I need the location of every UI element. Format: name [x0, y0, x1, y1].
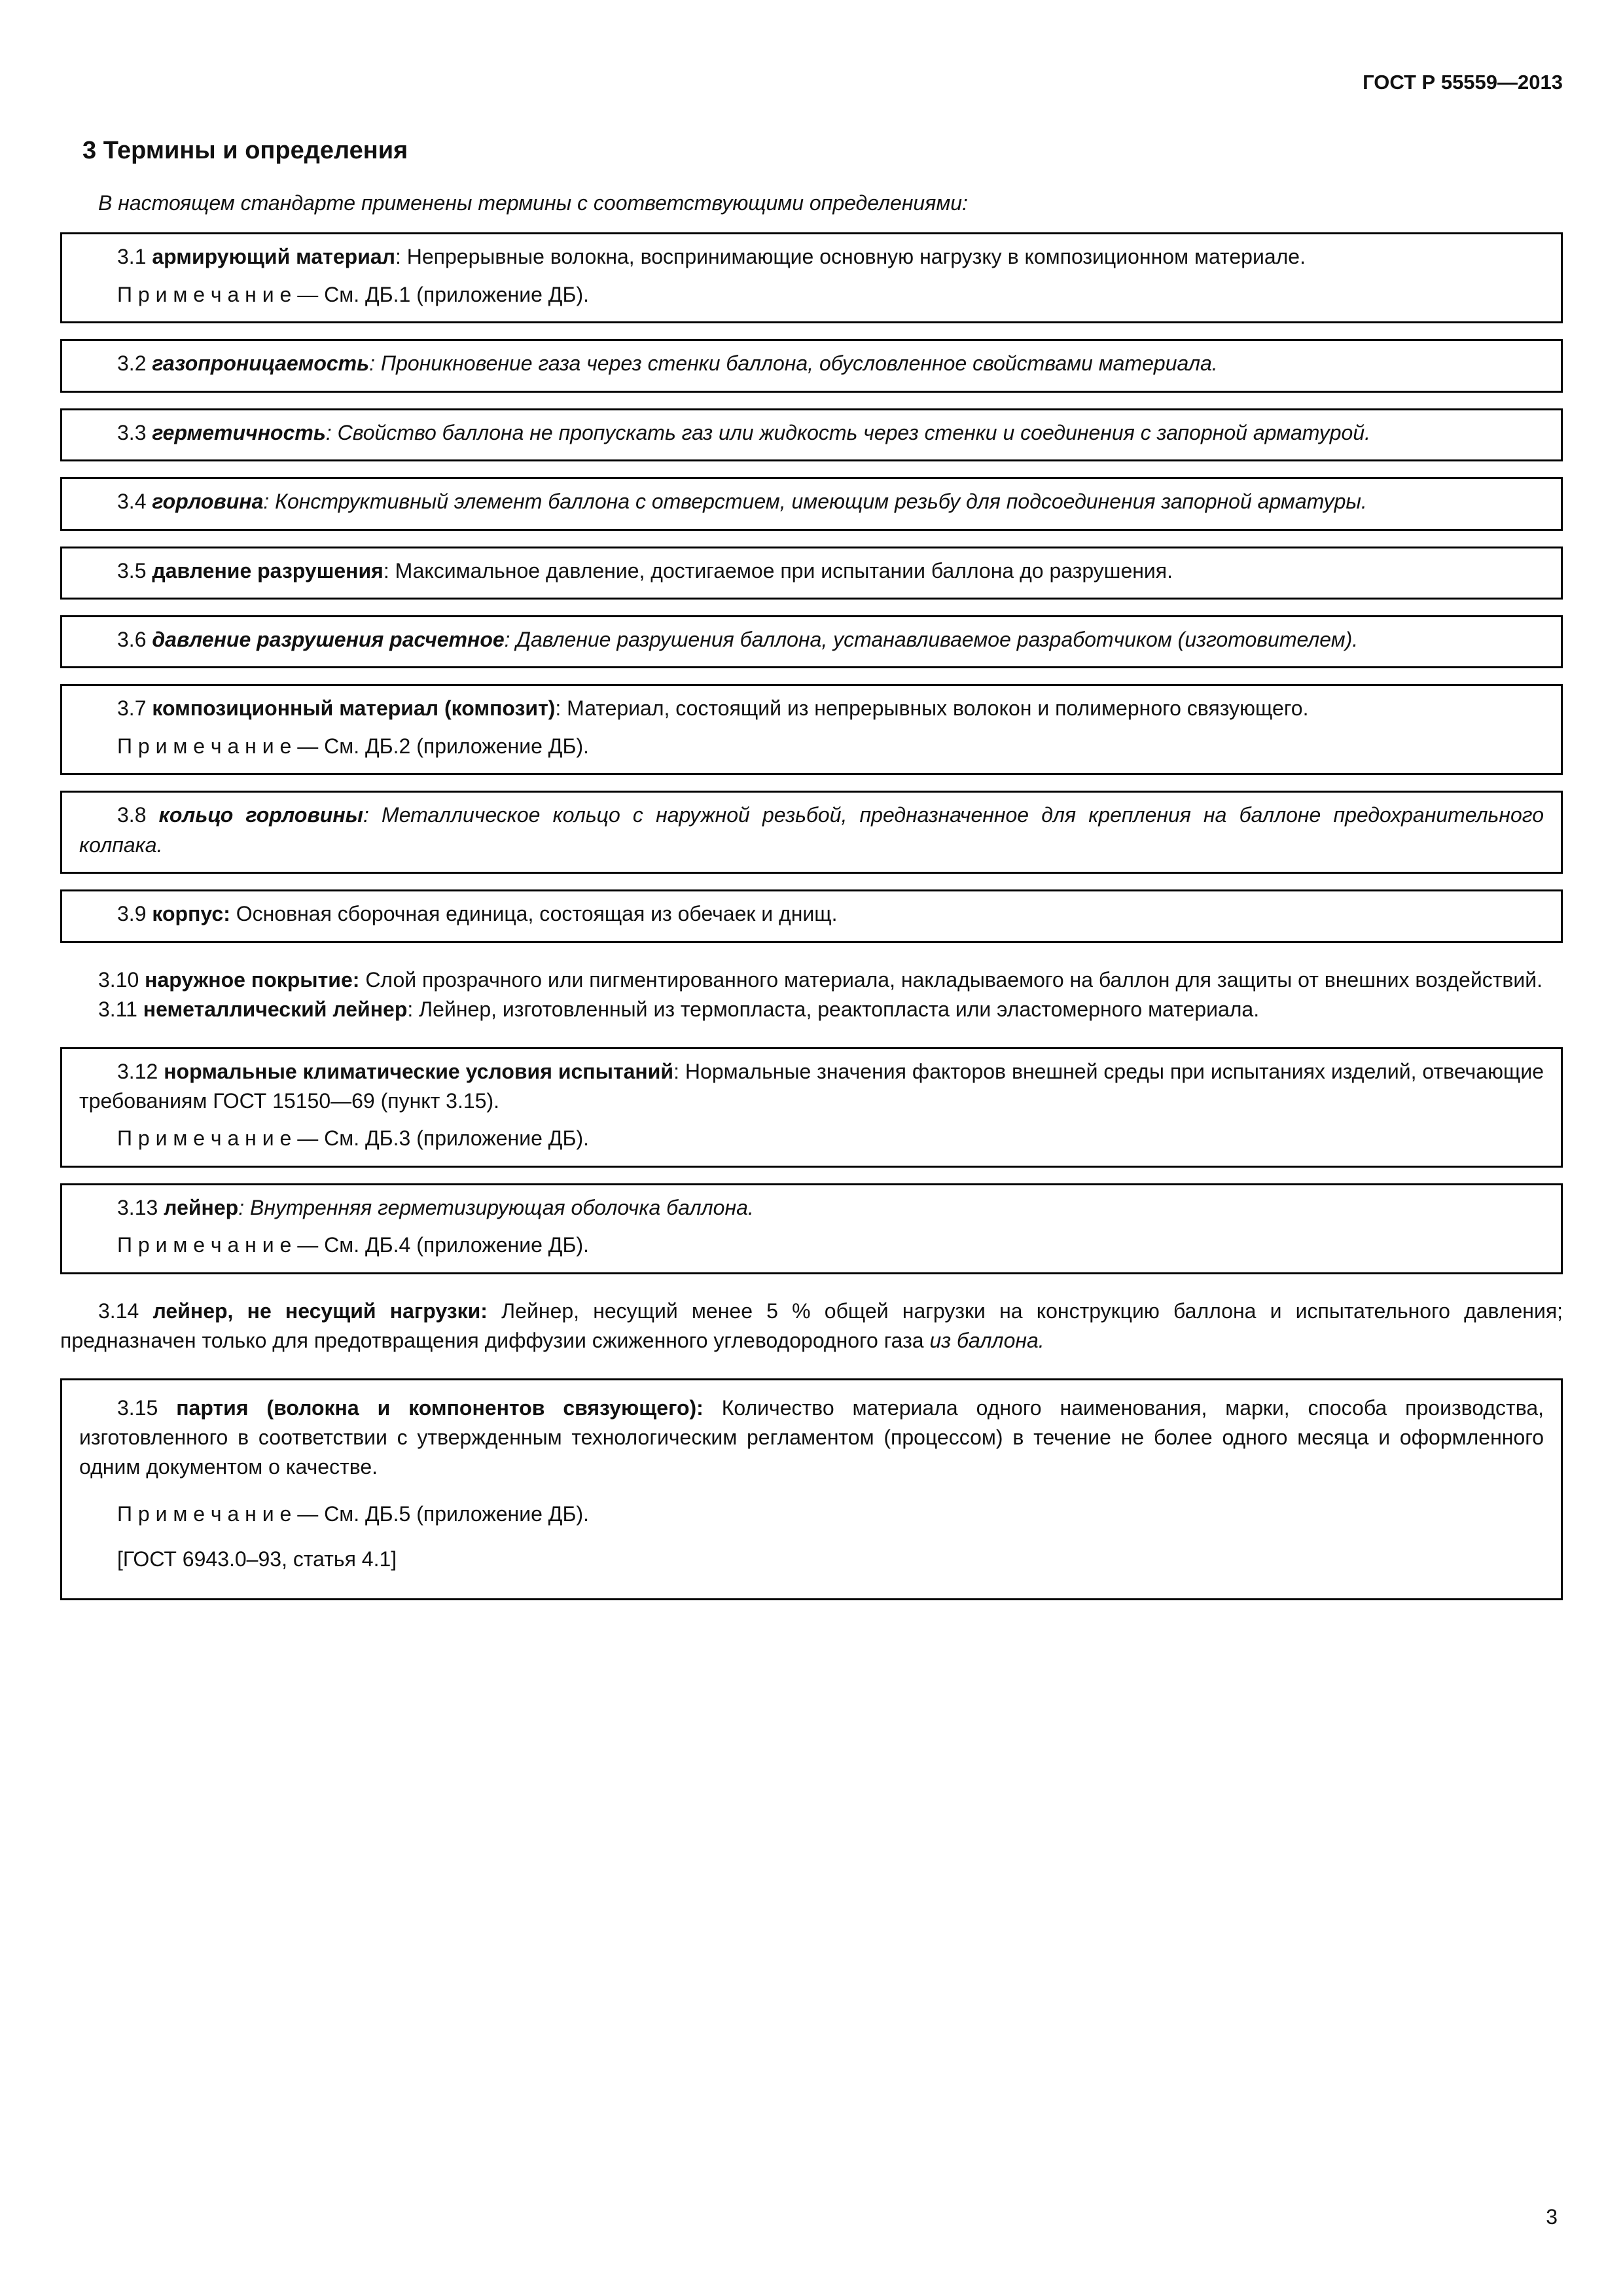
term-number: 3.9 — [117, 902, 147, 926]
term-paragraph — [79, 899, 1544, 929]
term-paragraph-3-10 — [60, 965, 1563, 995]
term-block-3-9 — [60, 889, 1563, 942]
term-separator — [230, 902, 236, 925]
term-block-3-13 — [60, 1183, 1563, 1274]
term-note: П р и м е ч а н и е — См. ДБ.3 (приложение ДБ). — [117, 1126, 589, 1151]
term-definition: Материал, состоящий из непрерывных волокон и полимерного связующего. — [567, 696, 1309, 721]
term-definition: Давление разрушения баллона, устанавливаемое разработчиком (изготовителем). — [516, 628, 1359, 652]
term-definition: Лейнер, изготовленный из термопласта, реактопласта или эластомерного материала. — [419, 997, 1260, 1022]
term-number: 3.6 — [117, 628, 147, 652]
term-definition: Свойство баллона не пропускать газ или жидкость через стенки и соединения с запорной арматурой. — [337, 420, 1371, 444]
term-separator — [359, 968, 365, 992]
term-number: 3.11 — [98, 997, 137, 1022]
term-definition: Проникновение газа через стенки баллона, обусловленное свойствами материала. — [380, 351, 1218, 376]
term-number: 3.4 — [117, 490, 147, 514]
term-separator: : — [395, 245, 407, 269]
term-number: 3.3 — [117, 420, 147, 444]
term-number: 3.13 — [117, 1195, 158, 1219]
term-definition: Основная сборочная единица, состоящая из обечаек и днищ. — [236, 902, 838, 926]
term-name: нормальные климатические условия испытаний — [164, 1059, 674, 1083]
term-separator — [704, 1396, 722, 1420]
term-note: П р и м е ч а н и е — См. ДБ.4 (приложение ДБ). — [117, 1233, 589, 1257]
term-name: партия (волокна и компонентов связующего): — [176, 1395, 704, 1420]
term-number: 3.10 — [98, 967, 139, 992]
term-paragraph — [79, 1057, 1544, 1117]
term-block-3-5 — [60, 547, 1563, 600]
term-name: газопроницаемость — [152, 351, 370, 376]
term-name: неметаллический лейнер — [143, 997, 408, 1022]
term-block-3-8 — [60, 791, 1563, 874]
term-definition: Нормальные значения факторов внешней среды при испытаниях изделий, отвечающие требованиям ГОСТ 15150—69 (пункт 3.15). — [79, 1059, 1544, 1113]
term-name: корпус: — [152, 902, 230, 926]
term-paragraph — [79, 800, 1544, 860]
term-paragraph-3-14 — [60, 1297, 1563, 1356]
unboxed-terms-group — [60, 965, 1563, 1025]
term-name: наружное покрытие: — [145, 967, 360, 992]
term-separator: : — [407, 997, 419, 1022]
term-paragraph — [79, 487, 1544, 516]
term-definition: Конструктивный элемент баллона с отверстием, имеющим резьбу для подсоединения запорной арматуры. — [275, 490, 1367, 514]
term-number: 3.12 — [117, 1059, 158, 1083]
term-separator: : — [363, 803, 382, 827]
term-name: герметичность — [152, 420, 326, 444]
term-paragraph-3-11 — [60, 995, 1563, 1024]
term-block-3-6 — [60, 615, 1563, 668]
term-separator: : — [555, 696, 567, 721]
term-note: П р и м е ч а н и е — См. ДБ.2 (приложение ДБ). — [117, 734, 589, 758]
term-number: 3.8 — [117, 803, 147, 827]
term-number: 3.7 — [117, 696, 147, 721]
term-separator: : — [504, 628, 516, 652]
term-paragraph — [79, 349, 1544, 378]
term-block-3-15 — [60, 1378, 1563, 1600]
term-name: композиционный материал (композит) — [152, 696, 556, 721]
term-name: горловина — [152, 490, 264, 514]
term-definition: Непрерывные волокна, воспринимающие основную нагрузку в композиционном материале. — [406, 245, 1306, 269]
term-block-3-7 — [60, 684, 1563, 775]
term-paragraph — [79, 242, 1544, 272]
term-block-3-2 — [60, 339, 1563, 392]
term-name: лейнер — [164, 1195, 239, 1219]
term-paragraph — [79, 556, 1544, 586]
intro-paragraph: В настоящем стандарте применены термины с соответствующими определениями: — [98, 190, 968, 215]
section-heading: 3 Термины и определения — [82, 137, 408, 165]
term-separator: : — [238, 1195, 250, 1219]
term-definition: Лейнер, несущий менее 5 % общей нагрузки на конструкцию баллона и испытательного давления; предназначен только для предотвращения диффузии сжиженного углеводородного газа — [60, 1299, 1563, 1353]
term-definition: Металлическое кольцо с наружной резьбой, предназначенное для крепления на баллоне предохранительного колпака. — [79, 803, 1544, 857]
term-paragraph — [79, 1193, 1544, 1223]
term-paragraph — [79, 418, 1544, 448]
term-number: 3.5 — [117, 558, 147, 583]
document-code: ГОСТ Р 55559—2013 — [1363, 71, 1563, 94]
term-name: лейнер, не несущий нагрузки: — [152, 1299, 488, 1323]
term-separator: : — [383, 558, 395, 583]
term-note: П р и м е ч а н и е — См. ДБ.1 (приложение ДБ). — [117, 282, 589, 306]
term-separator: : — [673, 1059, 685, 1083]
term-definition: Максимальное давление, достигаемое при испытании баллона до разрушения. — [395, 558, 1173, 583]
term-number: 3.2 — [117, 351, 147, 376]
term-note: П р и м е ч а н и е — См. ДБ.5 (приложение ДБ). — [117, 1501, 589, 1526]
term-block-3-4 — [60, 477, 1563, 530]
term-definition-italic-tail: из баллона. — [923, 1329, 1044, 1353]
term-block-3-3 — [60, 408, 1563, 461]
term-number: 3.14 — [98, 1299, 139, 1323]
term-name: армирующий материал — [152, 245, 395, 269]
term-paragraph — [79, 1393, 1544, 1482]
term-separator: : — [325, 420, 338, 444]
term-paragraph — [79, 694, 1544, 723]
term-paragraph — [79, 625, 1544, 655]
unboxed-term-3-14 — [60, 1297, 1563, 1356]
term-number: 3.15 — [117, 1395, 158, 1420]
term-separator — [488, 1299, 501, 1323]
page-number: 3 — [1546, 2204, 1558, 2229]
term-definition: Слой прозрачного или пигментированного материала, накладываемого на баллон для защиты от внешних воздействий. — [365, 967, 1543, 992]
term-number: 3.1 — [117, 245, 147, 269]
term-definition: Количество материала одного наименования, марки, способа производства, изготовленного в соответствии с утвержденным технологическим регламентом (процессом) в течение не более одного месяца и оформленного одним документом о качестве. — [79, 1395, 1544, 1479]
term-block-3-1 — [60, 232, 1563, 323]
term-separator: : — [369, 351, 381, 376]
term-block-3-12 — [60, 1047, 1563, 1168]
term-name: давление разрушения расчетное — [152, 628, 505, 652]
term-name: давление разрушения — [152, 558, 383, 583]
term-definition: Внутренняя герметизирующая оболочка баллона. — [250, 1195, 754, 1219]
term-separator: : — [263, 490, 276, 514]
term-source-reference: [ГОСТ 6943.0–93, статья 4.1] — [117, 1547, 397, 1571]
term-name: кольцо горловины — [158, 803, 363, 827]
